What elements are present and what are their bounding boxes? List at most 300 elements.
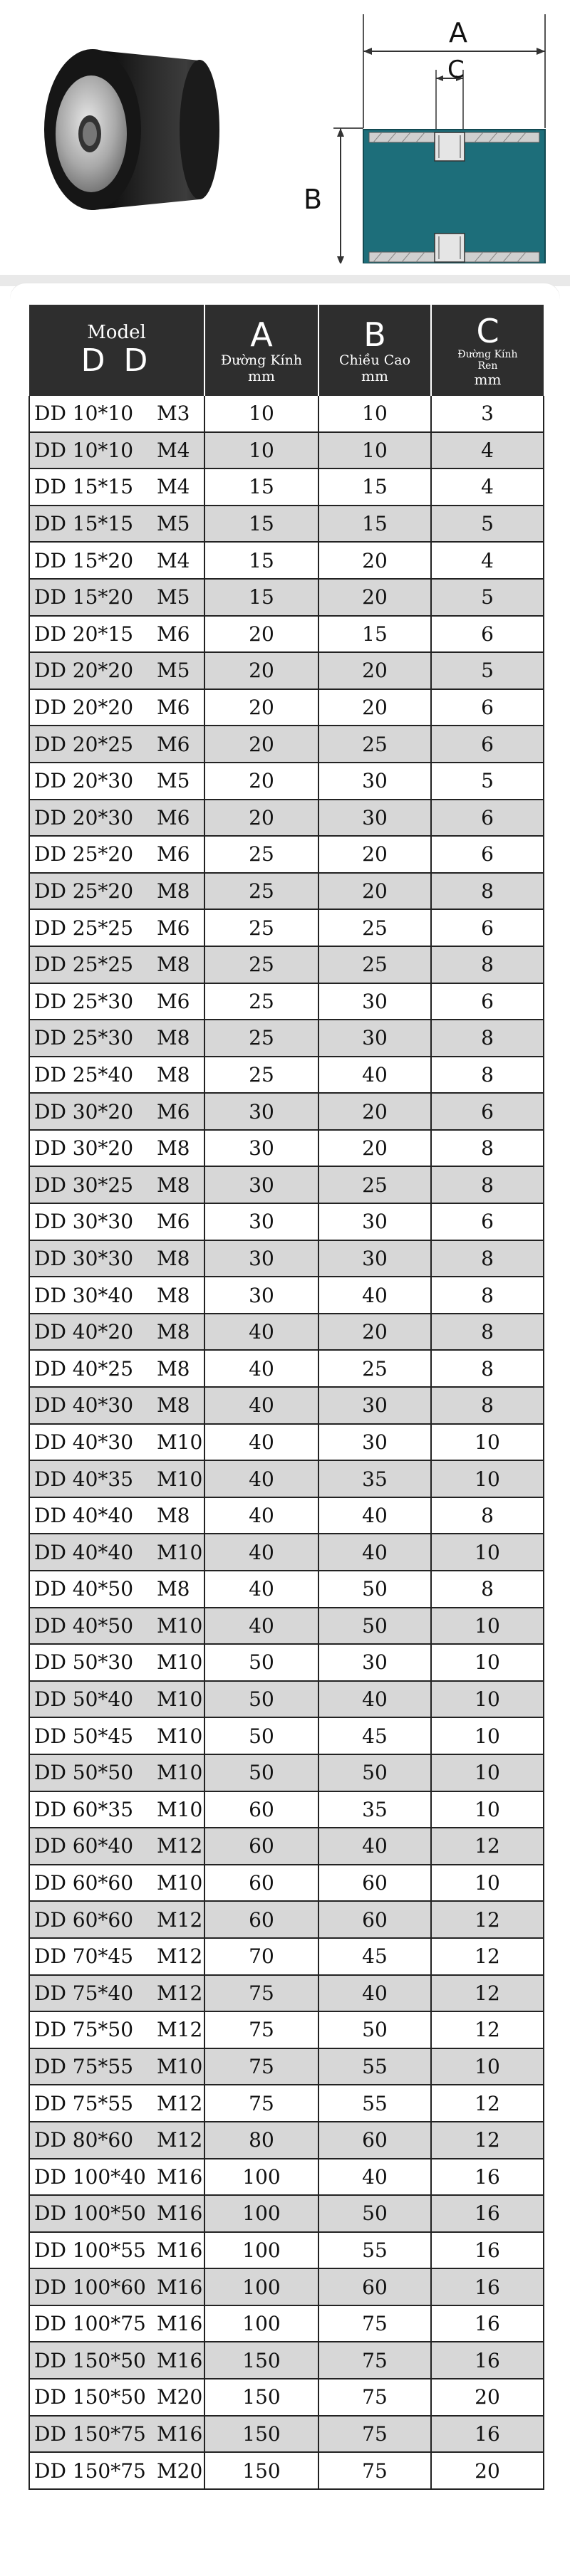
model-code: DD 80*60 bbox=[34, 2128, 134, 2152]
model-code: DD 40*40 bbox=[34, 1540, 134, 1564]
cell-a bbox=[204, 1608, 318, 1645]
cell-b-value: 75 bbox=[362, 2459, 388, 2483]
cell-b bbox=[318, 1791, 431, 1828]
cell-c-value: 6 bbox=[481, 732, 494, 756]
table-row bbox=[29, 2232, 544, 2269]
header-model-label: Model bbox=[87, 322, 146, 343]
model-thread: M8 bbox=[157, 1356, 190, 1381]
cell-b bbox=[318, 1424, 431, 1461]
cell-b-value: 20 bbox=[362, 659, 388, 683]
cell-a bbox=[204, 1387, 318, 1424]
cell-a-value: 100 bbox=[242, 2201, 281, 2226]
table-row bbox=[29, 468, 544, 506]
cell-a-value: 30 bbox=[249, 1283, 274, 1307]
cell-b bbox=[318, 432, 431, 469]
cell-b bbox=[318, 2305, 431, 2342]
cell-c-value: 10 bbox=[475, 1761, 500, 1785]
cell-b bbox=[318, 2195, 431, 2232]
cell-c bbox=[431, 1387, 544, 1424]
header-b-desc: Chiều Cao bbox=[338, 352, 411, 368]
cell-model bbox=[29, 2048, 204, 2085]
model-thread: M12 bbox=[157, 1944, 203, 1969]
cell-model bbox=[29, 726, 204, 763]
table-row bbox=[29, 1130, 544, 1167]
table-row bbox=[29, 616, 544, 653]
cell-c bbox=[431, 1681, 544, 1718]
cell-c-value: 16 bbox=[475, 2201, 500, 2226]
cell-a bbox=[204, 689, 318, 726]
cell-a-value: 15 bbox=[249, 585, 274, 609]
table-row bbox=[29, 652, 544, 689]
cell-c bbox=[431, 1240, 544, 1277]
cell-model bbox=[29, 652, 204, 689]
cell-model bbox=[29, 689, 204, 726]
cell-b-value: 30 bbox=[362, 989, 388, 1013]
cell-model bbox=[29, 1460, 204, 1497]
model-code: DD 20*30 bbox=[34, 805, 134, 829]
cell-c bbox=[431, 506, 544, 543]
model-thread: M6 bbox=[157, 696, 190, 720]
cell-a bbox=[204, 2122, 318, 2159]
model-thread: M8 bbox=[157, 953, 190, 977]
cell-a-value: 60 bbox=[249, 1871, 274, 1895]
model-thread: M4 bbox=[157, 475, 190, 499]
cell-b bbox=[318, 2122, 431, 2159]
cell-a bbox=[204, 1020, 318, 1057]
cell-b-value: 30 bbox=[362, 1650, 388, 1675]
model-code: DD 150*50 bbox=[34, 2385, 146, 2409]
cell-a-value: 50 bbox=[249, 1761, 274, 1785]
cell-model bbox=[29, 579, 204, 616]
table-row bbox=[29, 2159, 544, 2196]
cell-model bbox=[29, 1534, 204, 1571]
cell-b bbox=[318, 1350, 431, 1387]
model-thread: M8 bbox=[157, 1577, 190, 1601]
cell-a bbox=[204, 1203, 318, 1240]
cell-b-value: 50 bbox=[362, 1577, 388, 1601]
cell-model bbox=[29, 396, 204, 432]
cell-a-value: 40 bbox=[249, 1577, 274, 1601]
cell-c-value: 10 bbox=[475, 1871, 500, 1895]
table-row bbox=[29, 1608, 544, 1645]
cell-a bbox=[204, 2085, 318, 2122]
header-c bbox=[431, 305, 544, 396]
model-thread: M6 bbox=[157, 1099, 190, 1124]
header-a-unit: mm bbox=[248, 367, 275, 384]
cell-a-value: 50 bbox=[249, 1724, 274, 1748]
cell-c bbox=[431, 726, 544, 763]
model-thread: M8 bbox=[157, 1026, 190, 1050]
cell-b-value: 40 bbox=[362, 1687, 388, 1712]
cell-b bbox=[318, 800, 431, 837]
table-row bbox=[29, 983, 544, 1020]
cell-b-value: 55 bbox=[362, 2091, 388, 2115]
cell-a-value: 40 bbox=[249, 1467, 274, 1491]
cell-c-value: 6 bbox=[481, 696, 494, 720]
cell-c-value: 8 bbox=[481, 1173, 494, 1197]
table-row bbox=[29, 1460, 544, 1497]
cell-a-value: 20 bbox=[249, 769, 274, 793]
cell-a-value: 25 bbox=[249, 953, 274, 977]
cell-b-value: 30 bbox=[362, 1026, 388, 1050]
cell-c-value: 6 bbox=[481, 1099, 494, 1124]
header-b-unit: mm bbox=[361, 367, 388, 384]
table-row bbox=[29, 800, 544, 837]
cell-b-value: 50 bbox=[362, 1613, 388, 1638]
cell-c bbox=[431, 1057, 544, 1094]
cell-b bbox=[318, 616, 431, 653]
cell-a bbox=[204, 2195, 318, 2232]
cell-model bbox=[29, 2379, 204, 2416]
cell-b bbox=[318, 983, 431, 1020]
cell-b bbox=[318, 542, 431, 579]
cell-b-value: 30 bbox=[362, 769, 388, 793]
table-row bbox=[29, 1717, 544, 1754]
cell-b bbox=[318, 1754, 431, 1791]
cell-c-value: 10 bbox=[475, 1797, 500, 1821]
cell-b-value: 60 bbox=[362, 2128, 388, 2152]
model-thread: M10 bbox=[157, 1724, 203, 1748]
cell-c bbox=[431, 468, 544, 506]
model-code: DD 40*50 bbox=[34, 1613, 134, 1638]
header-b-letter: B bbox=[363, 315, 386, 354]
cell-c-value: 3 bbox=[481, 402, 494, 426]
cell-b-value: 60 bbox=[362, 1907, 388, 1932]
cell-model bbox=[29, 2268, 204, 2305]
cell-model bbox=[29, 1717, 204, 1754]
model-code: DD 30*40 bbox=[34, 1283, 134, 1307]
cell-a bbox=[204, 1644, 318, 1681]
cell-c-value: 6 bbox=[481, 1210, 494, 1234]
cell-a bbox=[204, 652, 318, 689]
cell-a bbox=[204, 1057, 318, 1094]
cell-c-value: 12 bbox=[475, 1944, 500, 1969]
model-code: DD 25*25 bbox=[34, 916, 134, 940]
model-thread: M8 bbox=[157, 1136, 190, 1161]
cell-c bbox=[431, 616, 544, 653]
cell-a bbox=[204, 1717, 318, 1754]
cell-a-value: 150 bbox=[242, 2385, 281, 2409]
cell-model bbox=[29, 542, 204, 579]
model-code: DD 25*25 bbox=[34, 953, 134, 977]
spec-table-body bbox=[29, 396, 544, 2489]
cell-b bbox=[318, 689, 431, 726]
cell-a-value: 20 bbox=[249, 622, 274, 646]
cell-c-value: 8 bbox=[481, 953, 494, 977]
cell-b bbox=[318, 763, 431, 800]
cell-c bbox=[431, 2379, 544, 2416]
header-a-desc: Đường Kính bbox=[220, 352, 303, 368]
cell-c-value: 8 bbox=[481, 1283, 494, 1307]
cell-model bbox=[29, 506, 204, 543]
cell-a bbox=[204, 873, 318, 910]
cell-model bbox=[29, 1644, 204, 1681]
cell-model bbox=[29, 1350, 204, 1387]
cell-c-value: 8 bbox=[481, 1062, 494, 1087]
model-code: DD 30*30 bbox=[34, 1210, 134, 1234]
model-code: DD 50*50 bbox=[34, 1761, 134, 1785]
cell-c-value: 10 bbox=[475, 2055, 500, 2079]
cell-c-value: 6 bbox=[481, 916, 494, 940]
model-code: DD 40*20 bbox=[34, 1320, 134, 1344]
cell-a bbox=[204, 726, 318, 763]
cell-b-value: 15 bbox=[362, 622, 388, 646]
model-code: DD 25*20 bbox=[34, 879, 134, 904]
dimension-diagram bbox=[314, 7, 556, 263]
header-c-letter: C bbox=[476, 312, 499, 350]
table-row bbox=[29, 2195, 544, 2232]
cell-c bbox=[431, 542, 544, 579]
cell-a-value: 15 bbox=[249, 512, 274, 536]
cell-a-value: 150 bbox=[242, 2459, 281, 2483]
model-thread: M10 bbox=[157, 1797, 203, 1821]
cell-c bbox=[431, 1130, 544, 1167]
model-thread: M6 bbox=[157, 989, 190, 1013]
cell-a-value: 75 bbox=[249, 2018, 274, 2042]
cell-model bbox=[29, 1865, 204, 1902]
model-thread: M10 bbox=[157, 1467, 203, 1491]
cell-b bbox=[318, 579, 431, 616]
cell-a bbox=[204, 2159, 318, 2196]
cell-a bbox=[204, 946, 318, 983]
model-code: DD 15*20 bbox=[34, 585, 134, 609]
cell-b bbox=[318, 1828, 431, 1865]
cell-c-value: 12 bbox=[475, 1981, 500, 2005]
model-thread: M12 bbox=[157, 1834, 203, 1858]
cell-b-value: 20 bbox=[362, 696, 388, 720]
cell-c bbox=[431, 2305, 544, 2342]
cell-a bbox=[204, 836, 318, 873]
model-code: DD 25*20 bbox=[34, 842, 134, 866]
cell-a bbox=[204, 1093, 318, 1130]
cell-b-value: 40 bbox=[362, 1504, 388, 1528]
cell-c-value: 8 bbox=[481, 1504, 494, 1528]
cell-b-value: 40 bbox=[362, 1981, 388, 2005]
cell-c bbox=[431, 1314, 544, 1351]
cell-b-value: 50 bbox=[362, 1761, 388, 1785]
cell-b bbox=[318, 1130, 431, 1167]
cell-model bbox=[29, 1975, 204, 2012]
table-row bbox=[29, 726, 544, 763]
cell-a-value: 50 bbox=[249, 1650, 274, 1675]
cell-c-value: 12 bbox=[475, 1834, 500, 1858]
cell-c bbox=[431, 1938, 544, 1975]
model-code: DD 150*75 bbox=[34, 2459, 146, 2483]
table-row bbox=[29, 1424, 544, 1461]
cell-c bbox=[431, 1644, 544, 1681]
model-thread: M8 bbox=[157, 1173, 190, 1197]
model-thread: M10 bbox=[157, 1687, 203, 1712]
table-row bbox=[29, 2085, 544, 2122]
model-code: DD 15*20 bbox=[34, 548, 134, 572]
cell-a bbox=[204, 2011, 318, 2048]
cell-model bbox=[29, 2416, 204, 2453]
cell-model bbox=[29, 1240, 204, 1277]
model-code: DD 15*15 bbox=[34, 475, 134, 499]
cell-b bbox=[318, 1975, 431, 2012]
cell-a-value: 40 bbox=[249, 1540, 274, 1564]
cell-c-value: 8 bbox=[481, 1136, 494, 1161]
header-c-unit: mm bbox=[474, 371, 502, 388]
header-b bbox=[318, 305, 431, 396]
cell-a bbox=[204, 1791, 318, 1828]
cell-model bbox=[29, 909, 204, 946]
model-thread: M16 bbox=[157, 2312, 203, 2336]
table-row bbox=[29, 1020, 544, 1057]
cell-c-value: 10 bbox=[475, 1687, 500, 1712]
cell-a bbox=[204, 506, 318, 543]
cell-c-value: 16 bbox=[475, 2164, 500, 2189]
cell-a bbox=[204, 1571, 318, 1608]
model-code: DD 15*15 bbox=[34, 512, 134, 536]
table-row bbox=[29, 1314, 544, 1351]
cell-c bbox=[431, 1534, 544, 1571]
cell-c-value: 10 bbox=[475, 1650, 500, 1675]
cell-model bbox=[29, 1057, 204, 1094]
table-row bbox=[29, 1865, 544, 1902]
model-code: DD 20*20 bbox=[34, 659, 134, 683]
table-row bbox=[29, 1681, 544, 1718]
cell-a bbox=[204, 1828, 318, 1865]
cell-c bbox=[431, 1571, 544, 1608]
model-thread: M20 bbox=[157, 2385, 203, 2409]
spec-table bbox=[28, 305, 544, 2490]
cell-c bbox=[431, 800, 544, 837]
cell-b bbox=[318, 1497, 431, 1534]
cell-c-value: 12 bbox=[475, 1907, 500, 1932]
header-a-letter: A bbox=[250, 315, 273, 354]
table-row bbox=[29, 1387, 544, 1424]
cell-model bbox=[29, 1130, 204, 1167]
cell-c bbox=[431, 1828, 544, 1865]
cell-b-value: 25 bbox=[362, 953, 388, 977]
cell-b bbox=[318, 2452, 431, 2489]
cell-c bbox=[431, 2232, 544, 2269]
cell-b bbox=[318, 1608, 431, 1645]
cell-a bbox=[204, 1130, 318, 1167]
cell-c-value: 8 bbox=[481, 1356, 494, 1381]
cell-c-value: 8 bbox=[481, 1246, 494, 1270]
table-row bbox=[29, 1497, 544, 1534]
table-row bbox=[29, 2452, 544, 2489]
cell-b bbox=[318, 2416, 431, 2453]
model-code: DD 150*50 bbox=[34, 2348, 146, 2372]
cell-c-value: 20 bbox=[475, 2385, 500, 2409]
cell-model bbox=[29, 1608, 204, 1645]
cell-b-value: 10 bbox=[362, 402, 388, 426]
model-code: DD 50*45 bbox=[34, 1724, 134, 1748]
header-model bbox=[29, 305, 204, 396]
cell-a-value: 25 bbox=[249, 842, 274, 866]
cell-a bbox=[204, 1901, 318, 1938]
cell-a bbox=[204, 1277, 318, 1314]
model-code: DD 60*35 bbox=[34, 1797, 134, 1821]
cell-b bbox=[318, 946, 431, 983]
cell-b bbox=[318, 1717, 431, 1754]
cell-a bbox=[204, 1497, 318, 1534]
model-code: DD 75*55 bbox=[34, 2055, 134, 2079]
header-model-code: D D bbox=[81, 342, 152, 379]
cell-a bbox=[204, 1460, 318, 1497]
cell-b-value: 20 bbox=[362, 585, 388, 609]
table-row bbox=[29, 1534, 544, 1571]
cell-c bbox=[431, 763, 544, 800]
cell-model bbox=[29, 1828, 204, 1865]
cell-b-value: 40 bbox=[362, 1062, 388, 1087]
model-thread: M6 bbox=[157, 1210, 190, 1234]
cell-c bbox=[431, 2085, 544, 2122]
cell-a-value: 75 bbox=[249, 2091, 274, 2115]
cell-a-value: 25 bbox=[249, 1062, 274, 1087]
model-code: DD 30*20 bbox=[34, 1136, 134, 1161]
cell-a-value: 40 bbox=[249, 1613, 274, 1638]
model-code: DD 20*20 bbox=[34, 696, 134, 720]
model-thread: M8 bbox=[157, 1504, 190, 1528]
cell-c bbox=[431, 1093, 544, 1130]
cell-model bbox=[29, 1681, 204, 1718]
cell-b-value: 35 bbox=[362, 1467, 388, 1491]
cell-a-value: 40 bbox=[249, 1430, 274, 1454]
model-code: DD 75*40 bbox=[34, 1981, 134, 2005]
cell-c-value: 8 bbox=[481, 1026, 494, 1050]
table-row bbox=[29, 579, 544, 616]
cell-model bbox=[29, 1571, 204, 1608]
table-row bbox=[29, 506, 544, 543]
model-thread: M10 bbox=[157, 2055, 203, 2079]
cell-c-value: 8 bbox=[481, 879, 494, 904]
cell-a bbox=[204, 1681, 318, 1718]
cell-a-value: 25 bbox=[249, 916, 274, 940]
cell-model bbox=[29, 1020, 204, 1057]
table-row bbox=[29, 432, 544, 469]
cell-c bbox=[431, 396, 544, 432]
cell-b-value: 40 bbox=[362, 2164, 388, 2189]
table-row bbox=[29, 946, 544, 983]
cell-b-value: 25 bbox=[362, 1356, 388, 1381]
cell-a-value: 60 bbox=[249, 1797, 274, 1821]
rubber-mount-photo bbox=[21, 28, 264, 242]
cell-c-value: 6 bbox=[481, 622, 494, 646]
cell-b-value: 75 bbox=[362, 2385, 388, 2409]
cell-b-value: 15 bbox=[362, 512, 388, 536]
cell-a bbox=[204, 396, 318, 432]
model-code: DD 40*30 bbox=[34, 1430, 134, 1454]
cell-a bbox=[204, 616, 318, 653]
cell-a-value: 20 bbox=[249, 696, 274, 720]
model-code: DD 75*50 bbox=[34, 2018, 134, 2042]
model-thread: M6 bbox=[157, 805, 190, 829]
header-c-desc: Đường Kính bbox=[457, 349, 518, 360]
cell-a-value: 20 bbox=[249, 659, 274, 683]
cell-b bbox=[318, 2159, 431, 2196]
table-row bbox=[29, 2048, 544, 2085]
model-thread: M6 bbox=[157, 622, 190, 646]
cell-a bbox=[204, 579, 318, 616]
model-thread: M16 bbox=[157, 2348, 203, 2372]
model-thread: M12 bbox=[157, 2091, 203, 2115]
table-row bbox=[29, 1203, 544, 1240]
cell-a-value: 100 bbox=[242, 2164, 281, 2189]
cell-a bbox=[204, 800, 318, 837]
model-code: DD 40*40 bbox=[34, 1504, 134, 1528]
cell-model bbox=[29, 2195, 204, 2232]
cell-b-value: 30 bbox=[362, 805, 388, 829]
header-a bbox=[204, 305, 318, 396]
table-row bbox=[29, 1350, 544, 1387]
table-row bbox=[29, 1093, 544, 1130]
cell-b-value: 30 bbox=[362, 1430, 388, 1454]
cell-model bbox=[29, 1754, 204, 1791]
